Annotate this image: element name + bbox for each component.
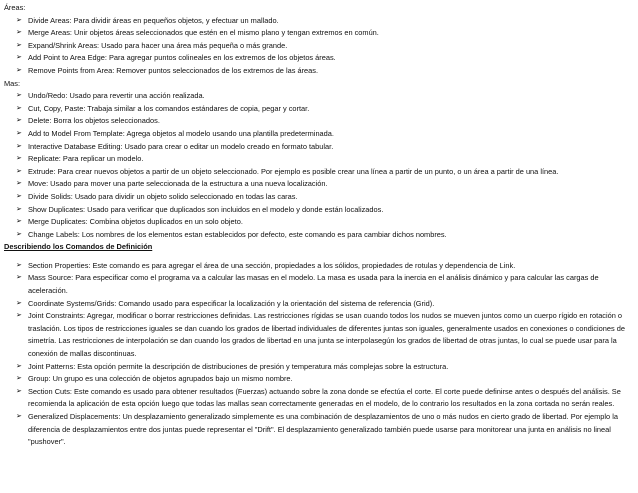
list-item [16,272,638,297]
arrow-bullet-icon: ➢ [16,218,22,226]
areas-list [16,15,638,78]
list-item-text: Change Labels: Los nombres de los elementos estan establecidos por defecto, este comando es para cambiar dichos nombres. [28,229,447,239]
list-item-text: Divide Solids: Usado para dividir un objeto solido seleccionado en todas las caras. [28,191,298,201]
list-item [16,115,638,128]
list-item [16,411,638,449]
arrow-bullet-icon: ➢ [16,230,22,238]
list-item-text: Interactive Database Editing: Usado para crear o editar un modelo creado en formato tabular. [28,141,334,151]
list-item [16,386,638,411]
arrow-bullet-icon: ➢ [16,375,22,383]
list-item [16,65,638,78]
list-item-text: Replicate: Para replicar un modelo. [28,154,144,164]
mas-heading: Mas: [4,78,21,88]
list-item-text: Joint Patterns: Esta opción permite la descripción de distribuciones de presión y temperatura más complejas sobre la estructura. [28,361,449,371]
arrow-bullet-icon: ➢ [16,274,22,282]
arrow-bullet-icon: ➢ [16,104,22,112]
arrow-bullet-icon: ➢ [16,261,22,269]
arrow-bullet-icon: ➢ [16,362,22,370]
arrow-bullet-icon: ➢ [16,167,22,175]
arrow-bullet-icon: ➢ [16,192,22,200]
list-item-text: Expand/Shrink Areas: Usado para hacer una área más pequeña o más grande. [28,40,288,50]
list-item-text: Show Duplicates: Usado para verificar que duplicados son incluidos en el modelo y donde están localizados. [28,204,384,214]
areas-heading: Áreas: [4,3,26,12]
list-item-text: Extrude: Para crear nuevos objetos a partir de un objeto seleccionado. Por ejemplo es posible crear una línea a partir de un punto, o un área a partir de una línea. [28,166,559,176]
list-item-text: Cut, Copy, Paste: Trabaja similar a los comandos estándares de copia, pegar y cortar. [28,103,310,113]
list-item-text: Move: Usado para mover una parte seleccionada de la estructura a una nueva localización. [28,179,328,189]
list-item-text: Add Point to Area Edge: Para agregar puntos colineales en los extremos de los objetos áreas. [28,53,336,63]
arrow-bullet-icon: ➢ [16,155,22,163]
arrow-bullet-icon: ➢ [16,312,22,320]
list-item [16,103,638,116]
list-item-text: Merge Duplicates: Combina objetos duplicados en un solo objeto. [28,217,243,227]
list-item-text: Divide Areas: Para dividir áreas en pequeños objetos, y efectuar un mallado. [28,15,279,25]
list-item [16,27,638,40]
arrow-bullet-icon: ➢ [16,92,22,100]
list-item [16,216,638,229]
list-item-text: Section Cuts: Este comando es usado para obtener resultados (Fuerzas) actuando sobre la zona donde se efectúa el corte. El corte puede definirse antes o después del análisis. Se recomienda la aplicación de esta opción luego que todas las mallas sean correctamente generadas en el modelo, de lo contrario los resultados en la zona cortada no serán reales. [28,386,621,409]
mas-list [16,90,638,241]
list-item-text: Mass Source: Para especificar como el programa va a calcular las masas en el modelo. La masa es usada para la inercia en el análisis dinámico y para calcular las cargas de aceleración. [28,273,599,296]
list-item-text: Delete: Borra los objetos seleccionados. [28,116,160,126]
list-item [16,310,638,360]
list-item [16,141,638,154]
arrow-bullet-icon: ➢ [16,41,22,49]
arrow-bullet-icon: ➢ [16,142,22,150]
list-item-text: Add to Model From Template: Agrega objetos al modelo usando una plantilla predeterminada. [28,128,334,138]
arrow-bullet-icon: ➢ [16,54,22,62]
list-item [16,373,638,386]
list-item-text: Undo/Redo: Usado para revertir una acción realizada. [28,91,205,101]
arrow-bullet-icon: ➢ [16,29,22,37]
list-item [16,90,638,103]
list-item-text: Generalized Displacements: Un desplazamiento generalizado simplemente es una combinación de desplazamientos de uno o más nudos en cierto grado de libertad. Por ejemplo la diferencia de desplazamientos entre dos juntas puede representar el "Drift". El desplazamiento generalizado también puede usarse para monitorear una junta en análisis no lineal "pushover". [28,412,618,447]
arrow-bullet-icon: ➢ [16,205,22,213]
list-item [16,178,638,191]
list-item [16,166,638,179]
list-item-text: Remove Points from Area: Remover puntos seleccionados de los extremos de las áreas. [28,65,319,75]
arrow-bullet-icon: ➢ [16,16,22,24]
arrow-bullet-icon: ➢ [16,387,22,395]
list-item-text: Joint Constraints: Agregar, modificar o borrar restricciones definidas. Las restricciones rígidas se usan cuando todos los nudos se mueven juntos como un cuerpo rígido en rotación o traslación. Los tipos de restricciones iguales se dan cuando los grados de libertad individuales de diferentes juntas son iguales, generalmente usados en conexiones o condiciones de simetría. Las restricciones de interpolación se dan cuando los grados de libertad en una junta se interpolasegún los grados de libertad de otras juntas, lo cual se puede usar para la conexión de mallas discontinuas. [28,311,625,359]
list-item [16,229,638,242]
list-item [16,204,638,217]
list-item-text: Section Properties: Este comando es para agregar el área de una sección, propiedades a los sólidos, propiedades de rotulas y dependencia de Link. [28,260,516,270]
definition-commands-heading: Describiendo los Comandos de Definición [4,242,153,252]
list-item [16,52,638,65]
arrow-bullet-icon: ➢ [16,66,22,74]
list-item-text: Coordinate Systems/Grids: Comando usado para especificar la localización y la orientación del sistema de referencia (Grid). [28,298,435,308]
list-item-text: Merge Areas: Unir objetos áreas seleccionados que estén en el mismo plano y tengan extremos en común. [28,28,379,38]
list-item-text: Group: Un grupo es una colección de objetos agrupados bajo un mismo nombre. [28,374,293,384]
arrow-bullet-icon: ➢ [16,117,22,125]
arrow-bullet-icon: ➢ [16,413,22,420]
list-item [16,361,638,374]
arrow-bullet-icon: ➢ [16,129,22,137]
list-item [16,40,638,53]
list-item [16,15,638,28]
list-item [16,153,638,166]
list-item [16,191,638,204]
list-item [16,128,638,141]
arrow-bullet-icon: ➢ [16,180,22,188]
list-item [16,260,638,273]
arrow-bullet-icon: ➢ [16,299,22,307]
list-item [16,298,638,311]
definition-list [16,260,638,449]
